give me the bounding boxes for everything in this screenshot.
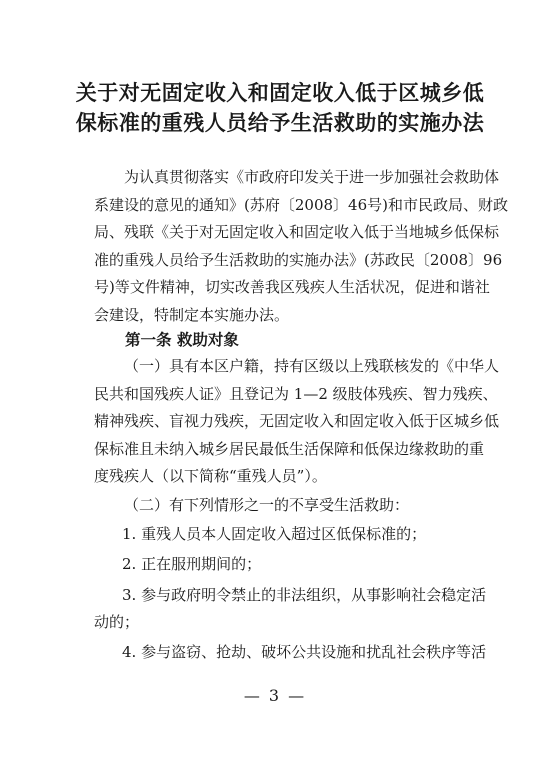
intro-line: 局、残联《关于对无固定收入和固定收入低于当地城乡低保标: [94, 223, 500, 241]
intro-line: 为认真贯彻落实《市政府印发关于进一步加强社会救助体: [124, 168, 500, 186]
clause-1-line: 保标准且未纳入城乡居民最低生活保障和低保边缘救助的重: [94, 439, 485, 458]
list-item: 2. 正在服刑期间的；: [122, 555, 262, 573]
title-line-2: 保标准的重残人员给予生活救助的实施办法: [75, 111, 485, 135]
clause-1-line: 民共和国残疾人证》且登记为 1—2 级肢体残疾、智力残疾、: [94, 384, 498, 403]
intro-line: 号)等文件精神，切实改善我区残疾人生活状况，促进和谐社: [94, 278, 490, 296]
list-item: 3. 参与政府明令禁止的非法组织，从事影响社会稳定活: [122, 586, 487, 604]
clause-1-line: 度残疾人（以下简称“重残人员”）。: [94, 467, 327, 485]
intro-line: 准的重残人员给予生活救助的实施办法》(苏政民〔2008〕96: [94, 250, 503, 269]
intro-line: 会建设，特制定本实施办法。: [94, 305, 290, 324]
document-title: [60, 78, 500, 138]
article-1-heading: 第一条 救助对象: [125, 331, 239, 349]
list-item-continuation: 动的；: [94, 613, 140, 631]
page-number: — 3 —: [243, 686, 307, 705]
clause-2-heading: （二）有下列情形之一的不享受生活救助：: [124, 496, 410, 514]
clause-1-paragraph: [94, 353, 500, 491]
list-item: 1. 重残人员本人固定收入超过区低保标准的；: [122, 525, 427, 543]
title-line-1: 关于对无固定收入和固定收入低于区城乡低: [75, 81, 485, 105]
clause-1-line: 精神残疾、盲视力残疾，无固定收入和固定收入低于区城乡低: [94, 412, 500, 430]
clause-1-line: （一）具有本区户籍，持有区级以上残联核发的《中华人: [124, 357, 500, 375]
intro-line: 系建设的意见的通知》(苏府〔2008〕46号)和市民政局、财政: [94, 195, 508, 214]
intro-paragraph: [94, 164, 508, 329]
list-item: 4. 参与盗窃、抢劫、破坏公共设施和扰乱社会秩序等活: [122, 643, 487, 661]
